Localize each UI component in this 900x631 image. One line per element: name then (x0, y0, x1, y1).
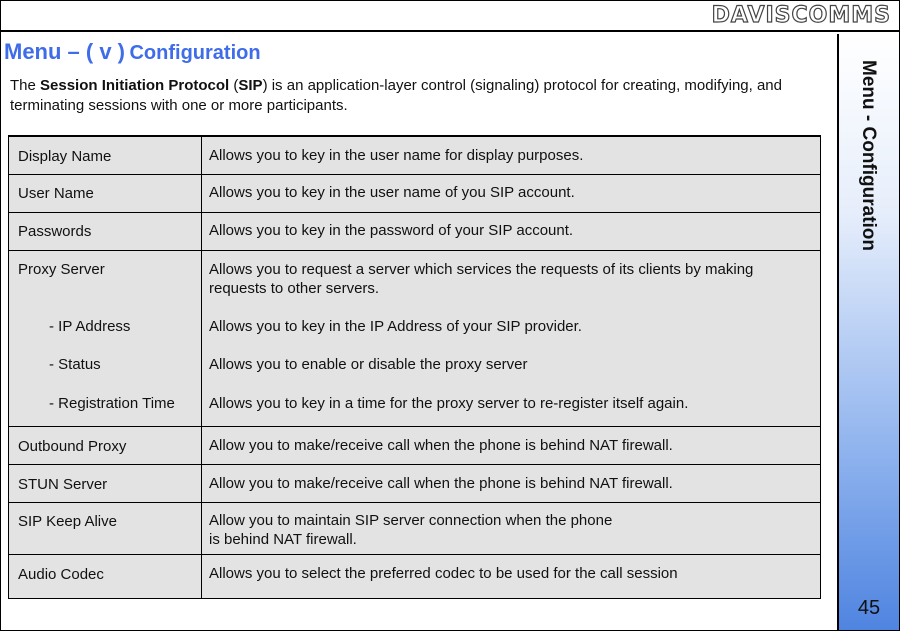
title-suffix: Configuration (129, 42, 261, 64)
row-description: Allows you to key in the password of your SIP account. (209, 222, 574, 239)
row-label: Proxy Server (18, 261, 105, 278)
sub-row-description: Allows you to enable or disable the proxy server (209, 356, 528, 373)
row-label: Passwords (18, 223, 92, 240)
side-tab-title (839, 60, 899, 310)
brand-logo: DAVISCOMMS (711, 3, 891, 28)
row-label: Outbound Proxy (18, 438, 127, 455)
row-label: Display Name (18, 148, 112, 165)
table-row (9, 554, 820, 598)
table-row-group (9, 250, 820, 426)
intro-rest: ) is an application-layer control (signaling) protocol for creating, modifying, and terminating sessions with one or more participants. (10, 77, 782, 114)
settings-table (8, 135, 821, 599)
row-description (209, 511, 809, 549)
sub-row-description: Allows you to key in a time for the proxy server to re-register itself again. (209, 395, 689, 412)
row-description-line: Allow you to maintain SIP server connection when the phone (209, 512, 613, 529)
intro-paren: ( (229, 77, 239, 94)
table-row (9, 136, 820, 174)
table-row (9, 174, 820, 212)
page-title (4, 39, 261, 65)
row-description: Allow you to make/receive call when the phone is behind NAT firewall. (209, 475, 673, 492)
table-row (9, 426, 820, 464)
row-label: User Name (18, 185, 94, 202)
row-description: Allow you to make/receive call when the phone is behind NAT firewall. (209, 437, 673, 454)
row-label: STUN Server (18, 476, 108, 493)
row-description: Allows you to select the preferred codec to be used for the call session (209, 565, 678, 582)
side-tab (837, 34, 899, 630)
intro-acronym: SIP (238, 77, 263, 94)
row-description: Allows you to request a server which services the requests of its clients by making requests to other servers. (209, 261, 754, 297)
row-description-line: is behind NAT firewall. (209, 531, 357, 548)
sub-row-label: - Status (49, 356, 101, 373)
table-row (9, 502, 820, 554)
intro-lead: The (10, 77, 41, 94)
title-prefix: Menu – ( v ) (4, 39, 126, 64)
row-description: Allows you to key in the user name of you SIP account. (209, 184, 575, 201)
row-description: Allows you to key in the user name for display purposes. (209, 147, 584, 164)
intro-term: Session Initiation Protocol (40, 77, 230, 94)
header-bar (1, 1, 899, 32)
sub-row-label: - IP Address (49, 318, 131, 335)
side-tab-label: Menu - Configuration (858, 60, 879, 252)
sub-row-description: Allows you to key in the IP Address of your SIP provider. (209, 318, 582, 335)
intro-paragraph (10, 76, 820, 116)
page-number: 45 (857, 597, 881, 619)
table-row (9, 464, 820, 502)
sub-row-label: - Registration Time (49, 395, 175, 412)
row-label: Audio Codec (18, 566, 104, 583)
row-label: SIP Keep Alive (18, 513, 117, 530)
table-row (9, 212, 820, 250)
